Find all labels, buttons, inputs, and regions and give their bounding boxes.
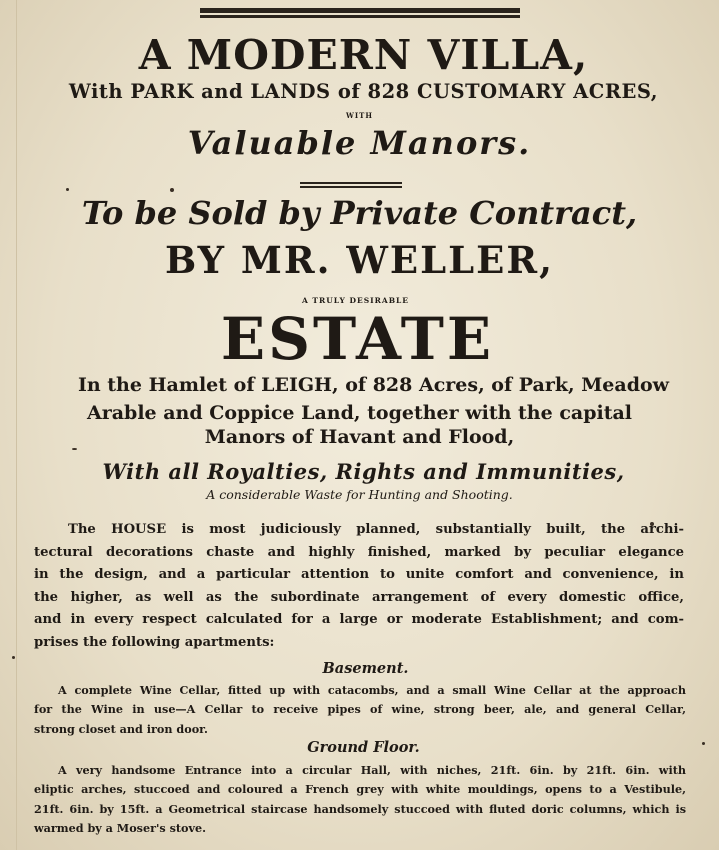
paragraph-line: for the Wine in use—A Cellar to receive pipes of wine, strong beer, ale, and general Cellar,: [34, 702, 686, 717]
paragraph-line: 21ft. 6in. by 15ft. a Geometrical staircase handsomely stuccoed with fluted doric columns, which is: [34, 801, 686, 816]
ground-floor-paragraph: [34, 761, 686, 838]
ink-speck: [72, 448, 77, 450]
with-word: WITH: [346, 111, 373, 120]
headline-subtitle: With PARK and LANDS of 828 CUSTOMARY ACRES,: [68, 80, 659, 103]
paragraph-line: tectural decorations chaste and highly finished, marked by peculiar elegance: [34, 544, 684, 560]
description-line: In the Hamlet of LEIGH, of 828 Acres, of Park, Meadow: [77, 374, 670, 396]
middle-rule: [300, 182, 402, 184]
description-line: Manors of Havant and Flood,: [204, 426, 515, 448]
description-line: Arable and Coppice Land, together with the capital: [86, 402, 633, 424]
paragraph-line: in the design, and a particular attention to unite comfort and convenience, in: [34, 567, 684, 583]
headline-title: A MODERN VILLA,: [138, 31, 589, 79]
basement-heading: Basement.: [322, 660, 409, 677]
paragraph-line: and in every respect calculated for a large or moderate Establishment; and com-: [34, 612, 684, 628]
estate-heading: ESTATE: [220, 305, 495, 373]
auctioneer-name: BY MR. WELLER,: [164, 238, 554, 282]
paragraph-line: warmed by a Moser's stove.: [34, 820, 207, 835]
sale-line: To be Sold by Private Contract,: [81, 194, 638, 232]
paragraph-line: strong closet and iron door.: [34, 721, 208, 736]
top-rule: [200, 8, 520, 15]
ground-floor-heading: Ground Floor.: [307, 739, 420, 756]
paragraph-line: the higher, as well as the subordinate arrangement of every domestic office,: [34, 589, 684, 605]
basement-paragraph: [34, 681, 686, 739]
paragraph-line: A very handsome Entrance into a circular Hall, with niches, 21ft. 6in. by 21ft. 6in. with: [58, 763, 686, 777]
manors-heading: Valuable Manors.: [187, 124, 532, 162]
ink-speck: [12, 656, 15, 659]
ink-speck: [66, 188, 69, 191]
paragraph-line: eliptic arches, stuccoed and coloured a French grey with white mouldings, opens to a Vestibule,: [34, 782, 686, 797]
house-paragraph: [34, 519, 684, 655]
paragraph-line: A complete Wine Cellar, fitted up with catacombs, and a small Wine Cellar at the approach: [58, 683, 686, 697]
paragraph-line: prises the following apartments:: [34, 634, 275, 650]
truly-desirable: A TRULY DESIRABLE: [301, 296, 410, 305]
ink-speck: [170, 188, 174, 192]
royalties-line: With all Royalties, Rights and Immunities,: [102, 459, 625, 484]
waste-line: A considerable Waste for Hunting and Shooting.: [206, 487, 513, 502]
paragraph-line: The HOUSE is most judiciously planned, substantially built, the archi-: [68, 522, 684, 537]
